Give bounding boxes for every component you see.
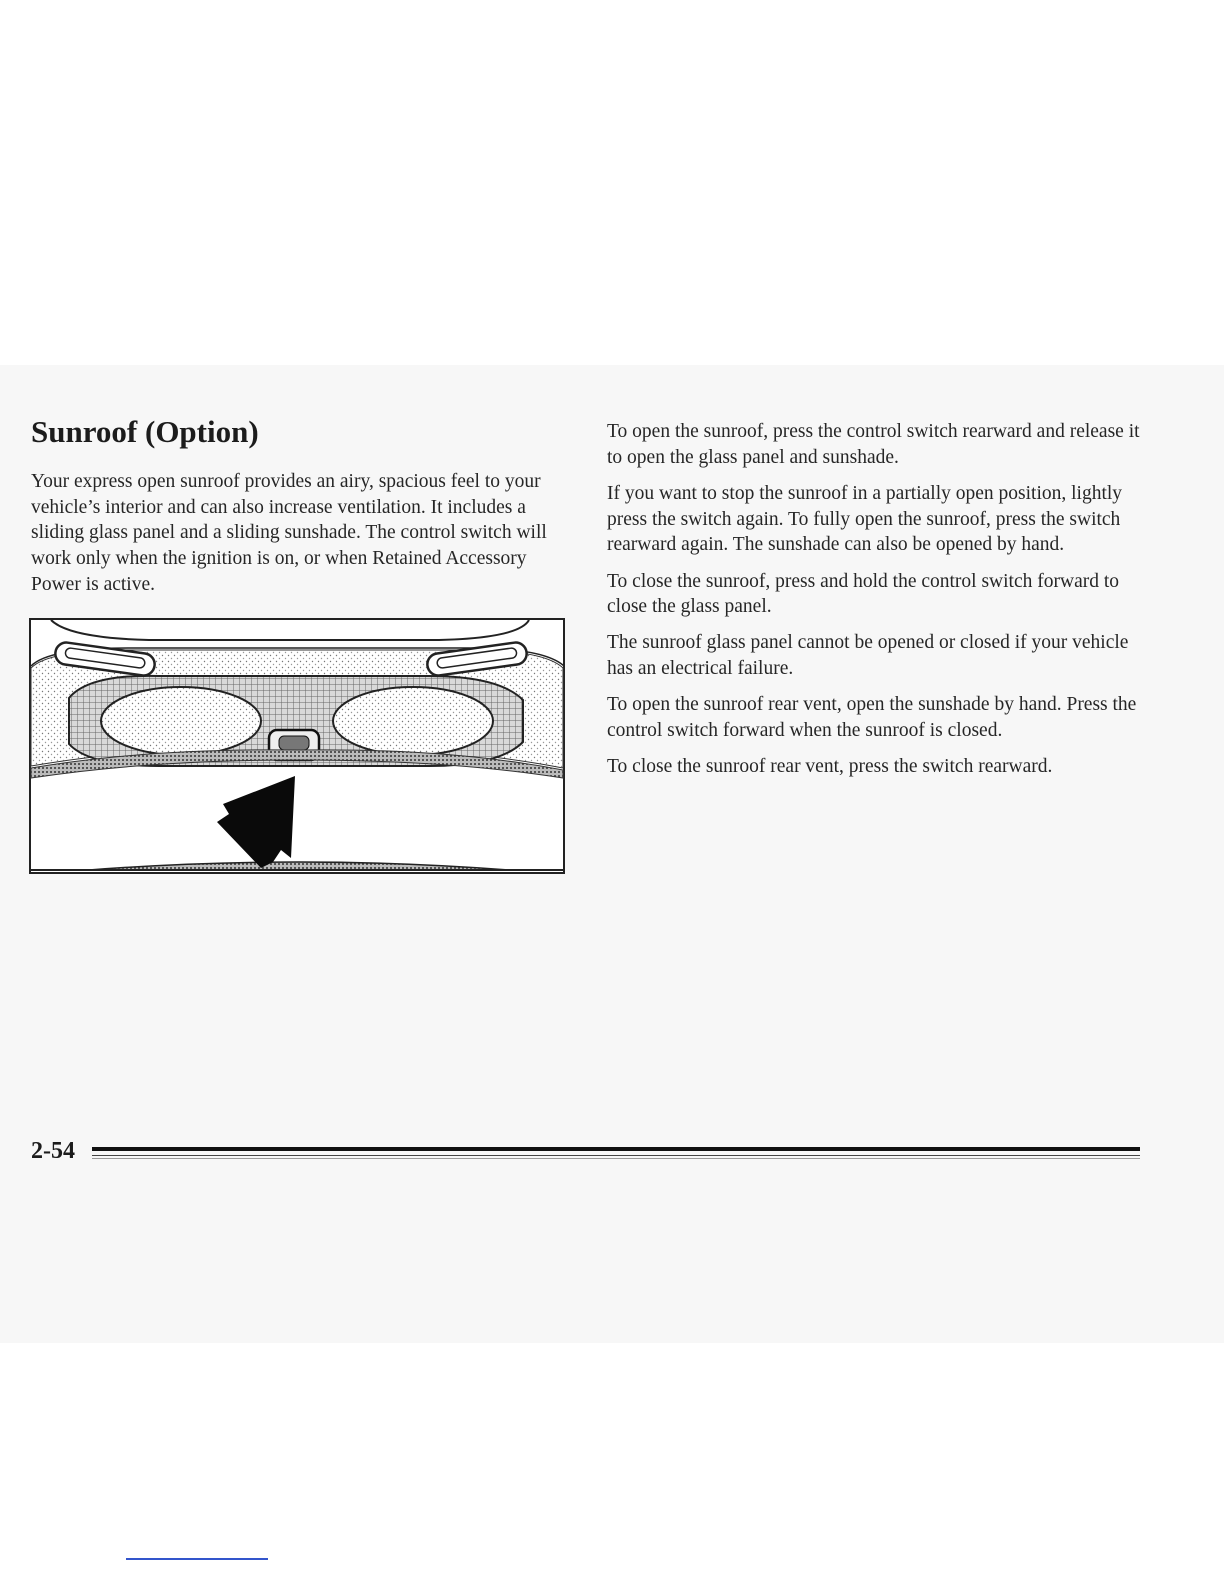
instruction-paragraph: To close the sunroof, press and hold the control switch forward to close the glass panel. [607,570,1120,618]
instruction-paragraph: To open the sunroof, press the control switch rearward and release it to open the glass panel and sunshade. [607,421,1140,468]
footer-rule [92,1147,1140,1160]
right-column [607,419,1147,790]
instruction-paragraph: To close the sunroof rear vent, press the switch rearward. [607,756,1053,778]
section-title: Sunroof (Option) [31,414,259,449]
intro-paragraph: Your express open sunroof provides an airy, spacious feel to your vehicle’s interior and can also increase ventilation. It includes a sliding glass panel and a sliding sunshade. The control switch will work only when the ignition is on, or when Retained Accessory Power is active. [31,471,547,595]
left-column [31,412,571,598]
footer-rule-thin-secondary [92,1158,1140,1159]
sunroof-switch-illustration [29,618,565,874]
page-number: 2-54 [31,1138,75,1164]
instruction-paragraph: To open the sunroof rear vent, open the sunshade by hand. Press the control switch forward when the sunroof is closed. [607,694,1137,742]
footer-rule-thick [92,1147,1140,1151]
footer-rule-thin [92,1155,1140,1156]
instruction-paragraph: The sunroof glass panel cannot be opened or closed if your vehicle has an electrical failure. [607,632,1129,680]
link-underline[interactable] [126,1558,268,1560]
instruction-paragraph: If you want to stop the sunroof in a partially open position, lightly press the switch again. To fully open the sunroof, press the switch rearward again. The sunshade can also be opened by hand. [607,482,1123,556]
